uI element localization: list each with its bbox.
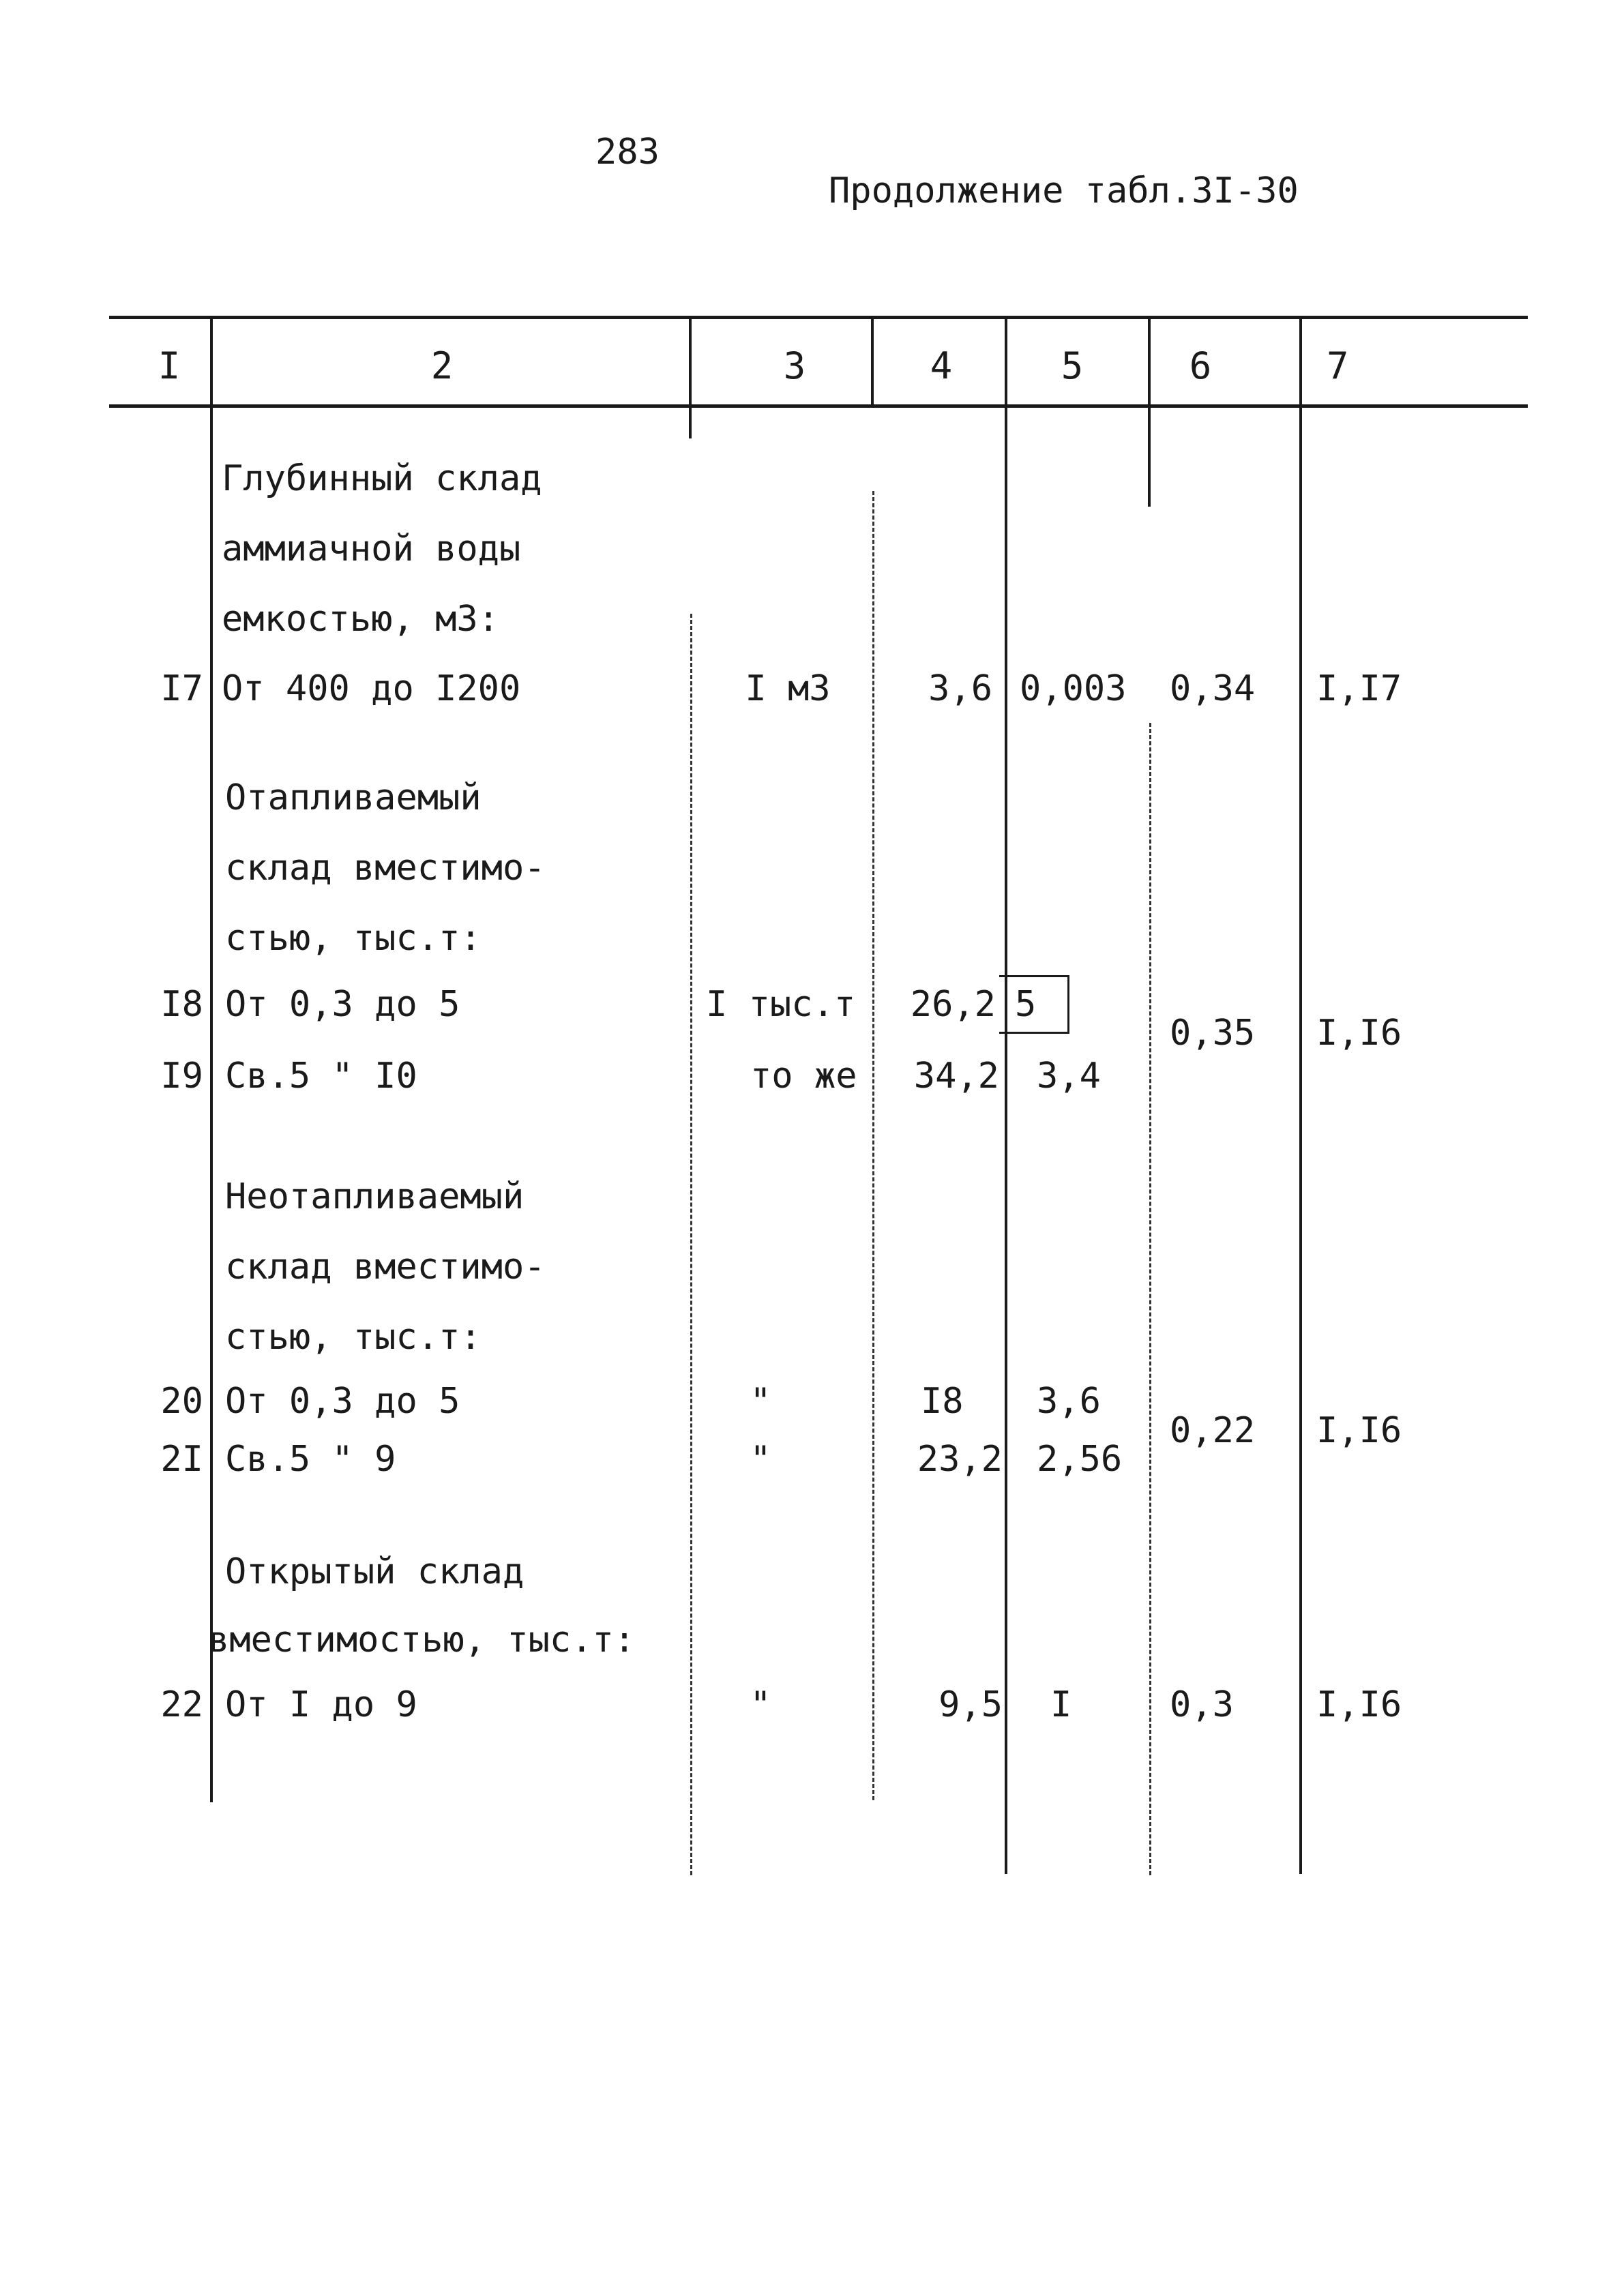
column-divider-5-dashed — [1149, 723, 1151, 1875]
row-col4: 34,2 — [913, 1056, 999, 1097]
column-divider-6 — [1299, 316, 1302, 1874]
group-title-line: Глубинный склад — [222, 458, 542, 499]
row-unit: " — [750, 1684, 771, 1725]
header-col-1: I — [158, 344, 181, 387]
row-number: I8 — [160, 984, 203, 1025]
group-title-line: Отапливаемый — [225, 777, 482, 818]
header-col-6: 6 — [1189, 344, 1212, 387]
group-col7: I,I6 — [1316, 1410, 1402, 1451]
header-col-5: 5 — [1061, 344, 1084, 387]
table-continuation-caption: Продолжение табл.3I-30 — [829, 170, 1299, 211]
header-col-4: 4 — [930, 344, 953, 387]
row-col5: 2,56 — [1037, 1439, 1123, 1480]
group-title-line: стью, тыс.т: — [225, 1317, 482, 1358]
row-unit: то же — [750, 1056, 857, 1097]
header-col-2: 2 — [430, 344, 454, 387]
row-number: 2I — [160, 1439, 203, 1480]
row-unit: " — [750, 1381, 771, 1422]
row-unit: I тыс.т — [706, 984, 856, 1025]
row-number: 22 — [160, 1684, 203, 1725]
group-title-line: Неотапливаемый — [225, 1176, 524, 1217]
row-name: От I до 9 — [225, 1684, 417, 1725]
header-col-3: 3 — [783, 344, 806, 387]
group-title-line: вместимостью, тыс.т: — [208, 1620, 636, 1660]
group-col6: 0,3 — [1170, 1684, 1234, 1725]
column-divider-4 — [1005, 316, 1007, 1874]
column-divider-1 — [210, 316, 213, 1802]
row-col5: 0,003 — [1020, 668, 1127, 709]
group-col6: 0,34 — [1170, 668, 1256, 709]
row-col4: I8 — [921, 1381, 964, 1422]
row-number: 20 — [160, 1381, 203, 1422]
row-col5: 3,4 — [1037, 1056, 1101, 1097]
table-header-rule — [109, 404, 1528, 408]
row-col4: 26,2 — [910, 984, 996, 1025]
row-col5: 3,6 — [1037, 1381, 1101, 1422]
group-col6: 0,35 — [1170, 1013, 1256, 1054]
column-divider-5-top — [1148, 316, 1151, 507]
row-unit: " — [750, 1439, 771, 1480]
group-col7: I,I6 — [1316, 1013, 1402, 1054]
column-divider-3-top — [871, 316, 874, 404]
row-col4: 3,6 — [928, 668, 992, 709]
column-divider-3-dashed — [872, 491, 874, 1800]
row-unit: I м3 — [745, 668, 831, 709]
group-title-line: Открытый склад — [225, 1551, 524, 1592]
row-col4: 9,5 — [938, 1684, 1003, 1725]
group-title-line: емкостью, м3: — [222, 599, 499, 640]
table-top-rule — [109, 316, 1528, 319]
page-number: 283 — [595, 132, 660, 173]
row-name: От 0,3 до 5 — [225, 1381, 460, 1422]
row-name: Св.5 " I0 — [225, 1056, 417, 1097]
group-col7: I,I6 — [1316, 1684, 1402, 1725]
group-title-line: аммиачной воды — [222, 528, 521, 569]
row-name: От 0,3 до 5 — [225, 984, 460, 1025]
row-col5: I — [1050, 1684, 1072, 1725]
row-name: Св.5 " 9 — [225, 1439, 396, 1480]
row-col5: 5 — [1015, 984, 1037, 1025]
group-col6: 0,22 — [1170, 1410, 1256, 1451]
column-divider-2-dashed — [690, 614, 692, 1875]
row-number: I7 — [160, 668, 203, 709]
row-col4: 23,2 — [917, 1439, 1003, 1480]
group-title-line: склад вместимо- — [225, 848, 546, 889]
group-title-line: стью, тыс.т: — [225, 918, 482, 959]
group-title-line: склад вместимо- — [225, 1247, 546, 1287]
header-col-7: 7 — [1327, 344, 1349, 387]
row-number: I9 — [160, 1056, 203, 1097]
group-col7: I,I7 — [1316, 668, 1402, 709]
row-name: От 400 до I200 — [222, 668, 521, 709]
column-divider-2-top — [689, 316, 692, 438]
